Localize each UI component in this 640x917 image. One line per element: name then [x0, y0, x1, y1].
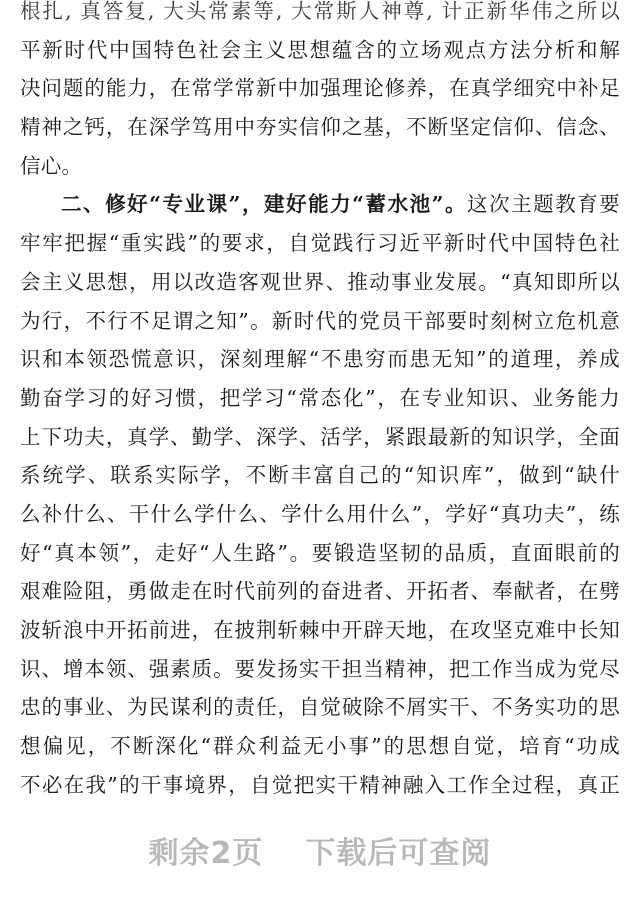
text-line: 根扎, 真答复, 大头常素等, 大常斯人神尊, 计正新华伟之所以 [20, 0, 620, 23]
text-line: 牢牢把握“重实践”的要求，自觉践行习近平新时代中国特色社 [20, 231, 620, 256]
text-line: 系统学、联系实际学，不断丰富自己的“知识库”，做到“缺什 [20, 463, 620, 488]
text-line: 精神之钙，在深学笃用中夯实信仰之基，不断坚定信仰、信念、 [20, 115, 620, 140]
text-line: 好“真本领”，走好“人生路”。要锻造坚韧的品质，直面眼前的 [20, 540, 620, 565]
text-line: 信心。 [20, 153, 83, 178]
section-2-first-line [20, 185, 620, 224]
text-line: 波斩浪中开拓前进，在披荆斩棘中开辟天地，在攻坚克难中长知 [20, 618, 620, 642]
text-line: 艰难险阻，勇做走在时代前列的奋进者、开拓者、奉献者，在劈 [20, 579, 620, 604]
text-line: 想偏见，不断深化“群众利益无小事”的思想自觉，培育“功成 [20, 734, 620, 759]
text-line: 识和本领恐慌意识，深刻理解“不患穷而患无知”的道理，养成 [20, 347, 620, 372]
download-hint-label: 下载后可查阅 [305, 836, 492, 871]
text-line: 为行，不行不足谓之知”。新时代的党员干部要时刻树立危机意 [20, 308, 620, 333]
text-line: 么补什么、干什么学什么、学什么用什么”，学好“真功夫”，练 [20, 501, 620, 526]
text-line: 上下功夫，真学、勤学、深学、活学，紧跟最新的知识学，全面 [20, 424, 620, 449]
text-line: 忠的事业、为民谋利的责任，自觉破除不屑实干、不务实功的思 [20, 695, 620, 720]
text-line: 识、增本领、强素质。要发扬实干担当精神，把工作当成为党尽 [20, 656, 620, 681]
download-prompt[interactable] [0, 828, 640, 872]
document-body [20, 0, 620, 804]
text-line: 不必在我”的干事境界，自觉把实干精神融入工作全过程，真正 [20, 772, 620, 797]
section-2-heading: 二、修好“专业课”，建好能力“蓄水池”。 [61, 192, 468, 217]
remaining-pages-label: 剩余2页 [148, 836, 264, 871]
text-line: 勤奋学习的好习惯，把学习“常态化”，在专业知识、业务能力 [20, 385, 620, 410]
section-2-first-line-text: 这次主题教育要 [467, 192, 620, 217]
text-line: 决问题的能力，在常学常新中加强理论修养，在真学细究中补足 [20, 76, 620, 101]
text-line: 平新时代中国特色社会主义思想蕴含的立场观点方法分析和解 [20, 37, 620, 62]
text-line: 会主义思想，用以改造客观世界、推动事业发展。“真知即所以 [20, 269, 620, 294]
